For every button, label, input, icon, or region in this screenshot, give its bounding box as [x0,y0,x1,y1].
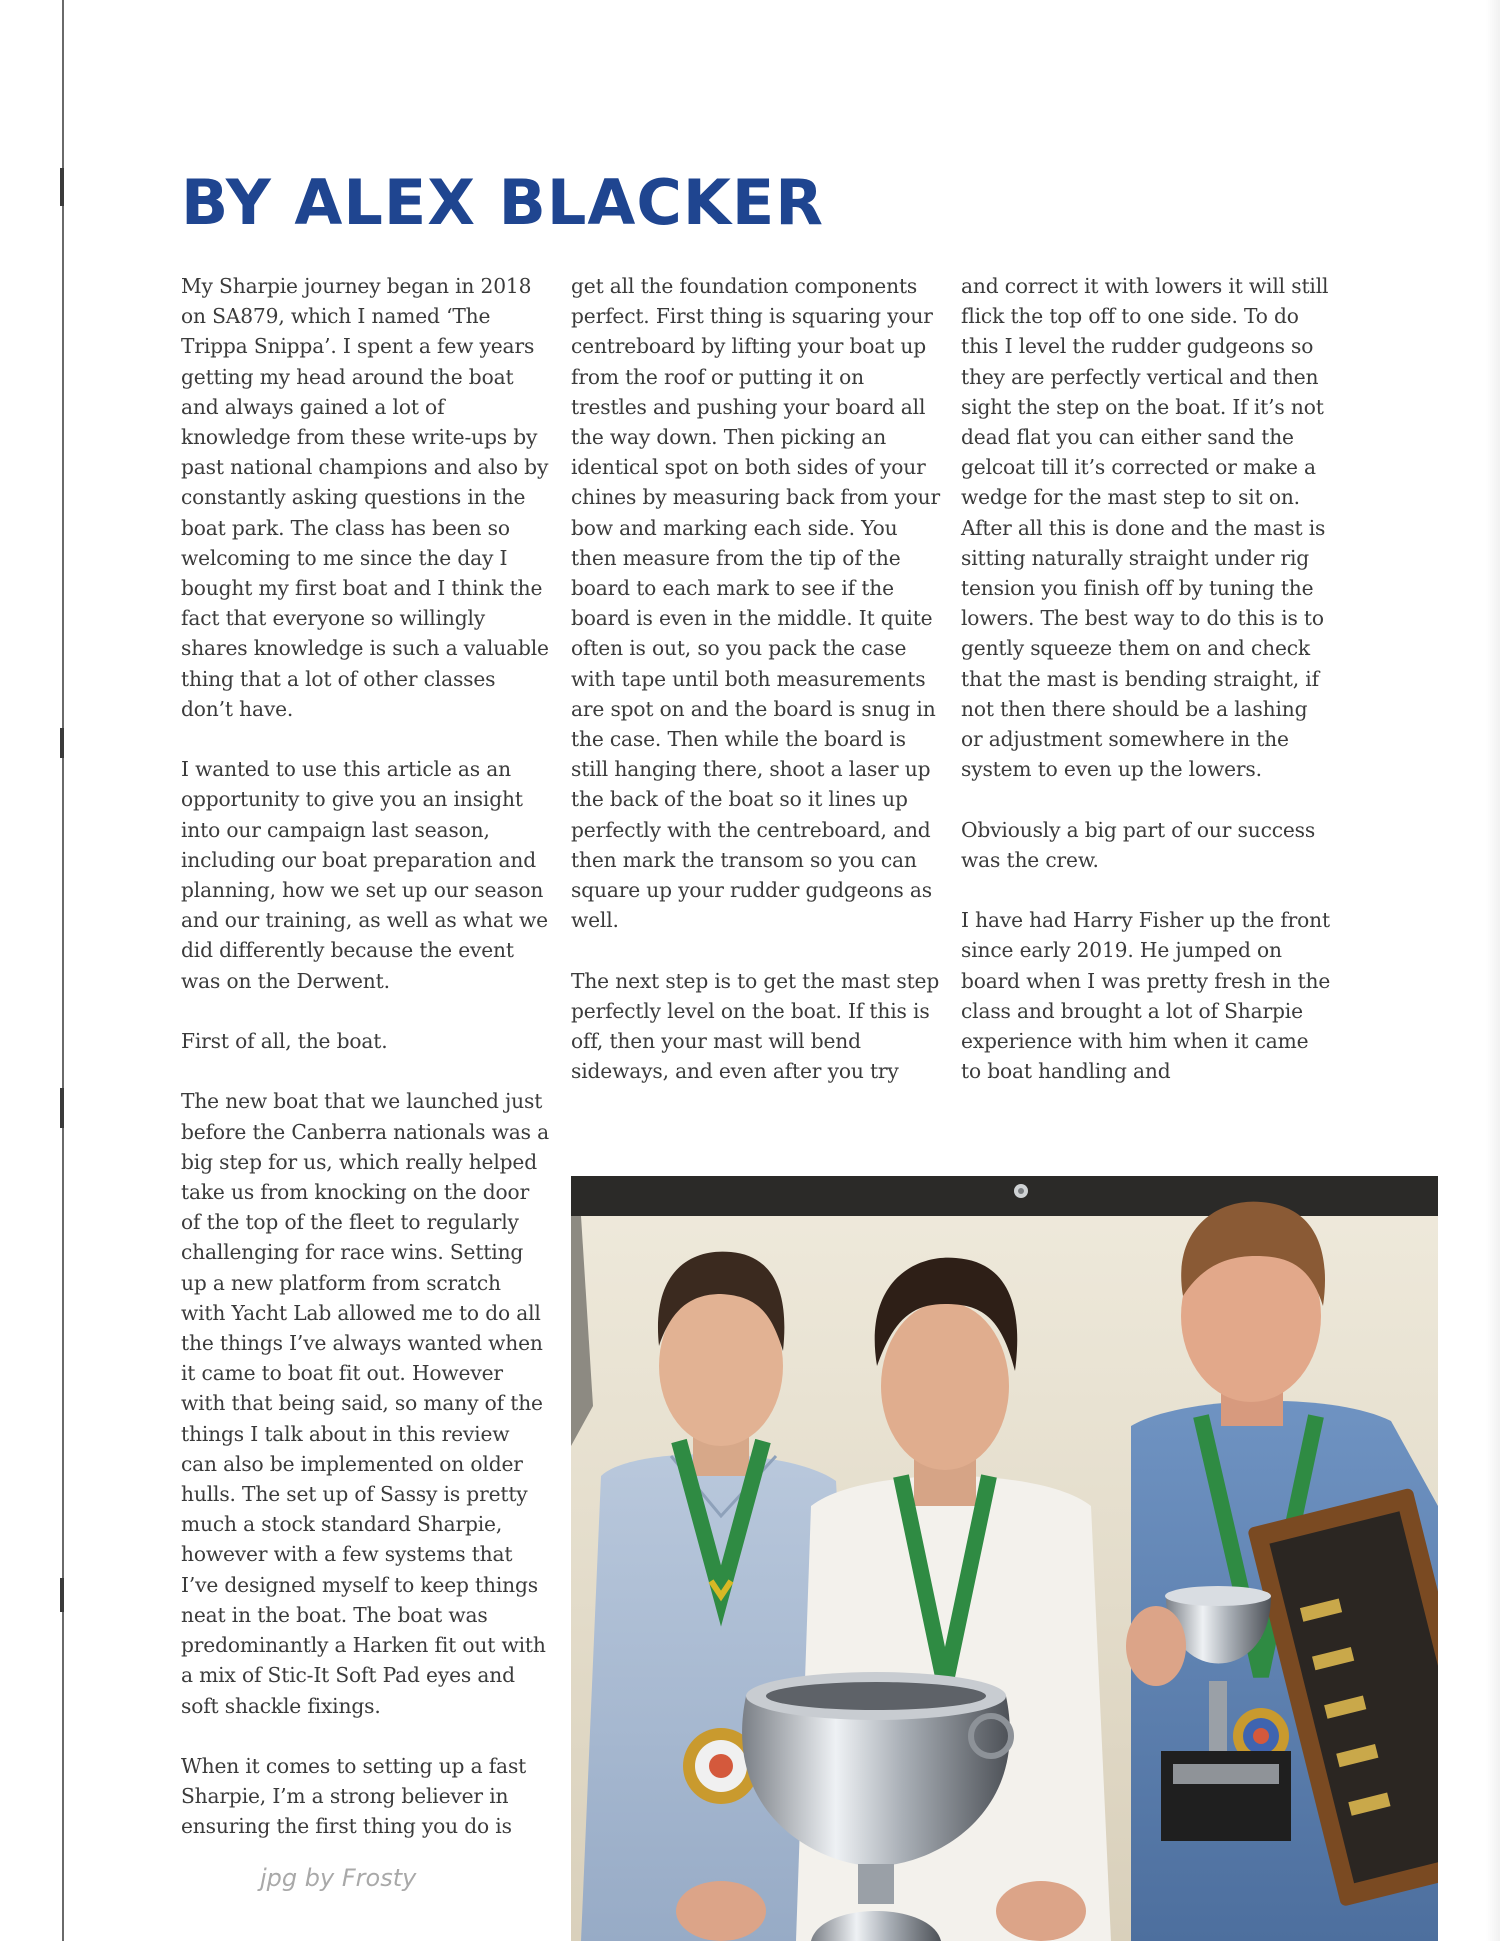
spine-mark [60,1578,64,1612]
page-edge-shadow [1486,0,1500,1941]
paragraph: When it comes to setting up a fast Sharpie, I’m a strong believer in ensuring the first thing you do is [181,1753,527,1839]
page-spine-rule [62,0,64,1941]
paragraph: My Sharpie journey began in 2018 on SA879, which I named ‘The Trippa Snippa’. I spent a few years getting my head around the boat and always gained a lot of knowledge from these write-ups by past national champions and also by constantly asking questions in the boat park. The class has been so welcoming to me since the day I bought my first boat and I think the fact that everyone so willingly shares knowledge is such a valuable thing that a lot of other classes don’t have. [181,274,549,721]
text-column-3 [961,271,1331,1086]
paragraph: Obviously a big part of our success was the crew. [961,817,1316,872]
paragraph: get all the foundation components perfect. First thing is squaring your centreboard by lifting your boat up from the roof or putting it on trestles and pushing your board all the way down. Then picking an identical spot on both sides of your chines by measuring back from your bow and marking each side. You then measure from the tip of the board to each mark to see if the board is even in the middle. It quite often is out, so you pack the case with tape until both measurements are spot on and the board is snug in the case. Then while the board is still hanging there, shoot a laser up the back of the boat so it lines up perfectly with the centreboard, and then mark the transom so you can square up your rudder gudgeons as well. [571,274,941,933]
spine-mark [60,728,64,758]
spine-mark [60,168,64,206]
paragraph: and correct it with lowers it will still flick the top off to one side. To do this I level the rudder gudgeons so they are perfectly vertical and then sight the step on the boat. If it’s not dead flat you can either sand the gelcoat till it’s corrected or make a wedge for the mast step to sit on. After all this is done and the mast is sitting naturally straight under rig tension you finish off by tuning the lowers. The best way to do this is to gently squeeze them on and check that the mast is bending straight, if not then there should be a lashing or adjustment somewhere in the system to even up the lowers. [961,274,1329,782]
text-column-1 [181,271,551,1842]
paragraph: I have had Harry Fisher up the front since early 2019. He jumped on board when I was pretty fresh in the class and brought a lot of Sharpie experience with him when it came to boat handling and [961,908,1331,1084]
photo-credit: jpg by Frosty [260,1864,417,1892]
spine-mark [60,1088,64,1128]
paragraph: First of all, the boat. [181,1029,388,1054]
paragraph: The next step is to get the mast step perfectly level on the boat. If this is off, then your mast will bend sideways, and even after you try [571,968,940,1084]
team-trophy-photo [571,1176,1438,1941]
paragraph: I wanted to use this article as an opportunity to give you an insight into our campaign last season, including our boat preparation and planning, how we set up our season and our training, as well as what we did differently because the event was on the Derwent. [181,757,548,993]
text-column-2 [571,271,941,1086]
article-byline: BY ALEX BLACKER [181,166,824,239]
paragraph: The new boat that we launched just before the Canberra nationals was a big step for us, which really helped take us from knocking on the door of the top of the fleet to regularly challenging for race wins. Setting up a new platform from scratch with Yacht Lab allowed me to do all the things I’ve always wanted when it came to boat fit out. However with that being said, so many of the things I talk about in this review can also be implemented on older hulls. The set up of Sassy is pretty much a stock standard Sharpie, however with a few systems that I’ve designed myself to keep things neat in the boat. The boat was predominantly a Harken fit out with a mix of Stic-It Soft Pad eyes and soft shackle fixings. [181,1089,550,1718]
